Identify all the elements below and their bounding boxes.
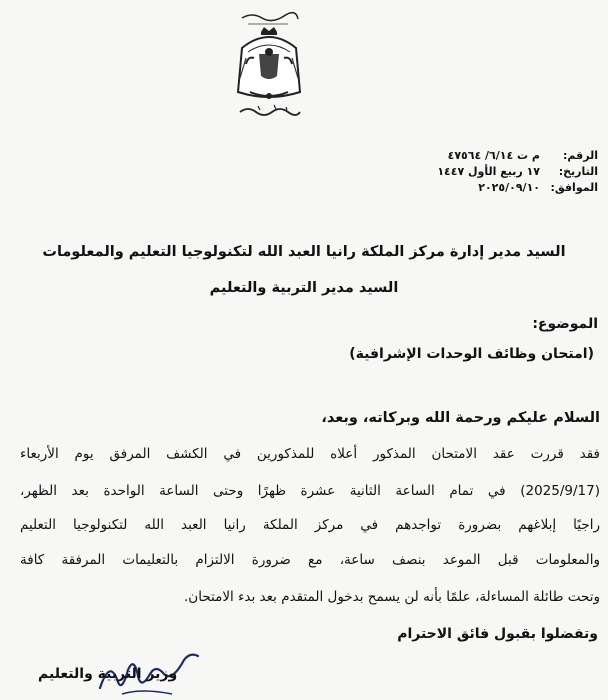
body-line-4: والمعلومات قبل الموعد بنصف ساعة، مع ضرورة الالتزام بالتعليمات المرفقة كافة [20,552,600,568]
date-row [398,164,598,180]
letter-meta [398,148,598,196]
date-value: ١٧ ربيع الأول ١٤٤٧ [437,165,540,178]
emblem [228,8,310,120]
greeting: السلام عليكم ورحمة الله وبركاته، وبعد، [321,410,600,426]
body-line-5: وتحت طائلة المساءلة، علمًا بأنه لن يسمح بدخول المتقدم بعد بدء الامتحان. [184,589,600,605]
ref-row [398,148,598,164]
corr-row [398,180,598,196]
body-line-1: فقد قررت عقد الامتحان المذكور أعلاه للمذكورين في الكشف المرفق يوم الأربعاء [20,446,600,462]
corr-label: الموافق: [550,181,598,194]
subject-title: (امتحان وظائف الوحدات الإشرافية) [349,346,594,362]
body-line-2: (2025/9/17) في تمام الساعة الثانية عشرة ظهرًا وحتى الساعة الواحدة بعد الظهر، [20,483,600,499]
date-label: التاريخ: [558,165,598,178]
body-line-3: راجيًا إبلاغهم بضرورة تواجدهم في مركز الملكة رانيا العبد الله لتكنولوجيا التعليم [20,517,600,533]
closing-line: وتفضلوا بقبول فائق الاحترام [397,626,598,642]
ref-value: م ت ٦/١٤/ ٤٧٥٦٤ [447,149,540,162]
addressee-line-2: السيد مدير التربية والتعليم [209,280,399,296]
addressee-line-1: السيد مدير إدارة مركز الملكة رانيا العبد الله لتكنولوجيا التعليم والمعلومات [42,244,566,260]
corr-value: ٢٠٢٥/٠٩/١٠ [478,181,540,194]
signatory-title: وزير التربية والتعليم [38,666,178,682]
subject-label: الموضوع: [532,316,598,332]
ref-label: الرقم: [563,149,598,162]
jordan-coat-of-arms-icon [228,8,310,120]
